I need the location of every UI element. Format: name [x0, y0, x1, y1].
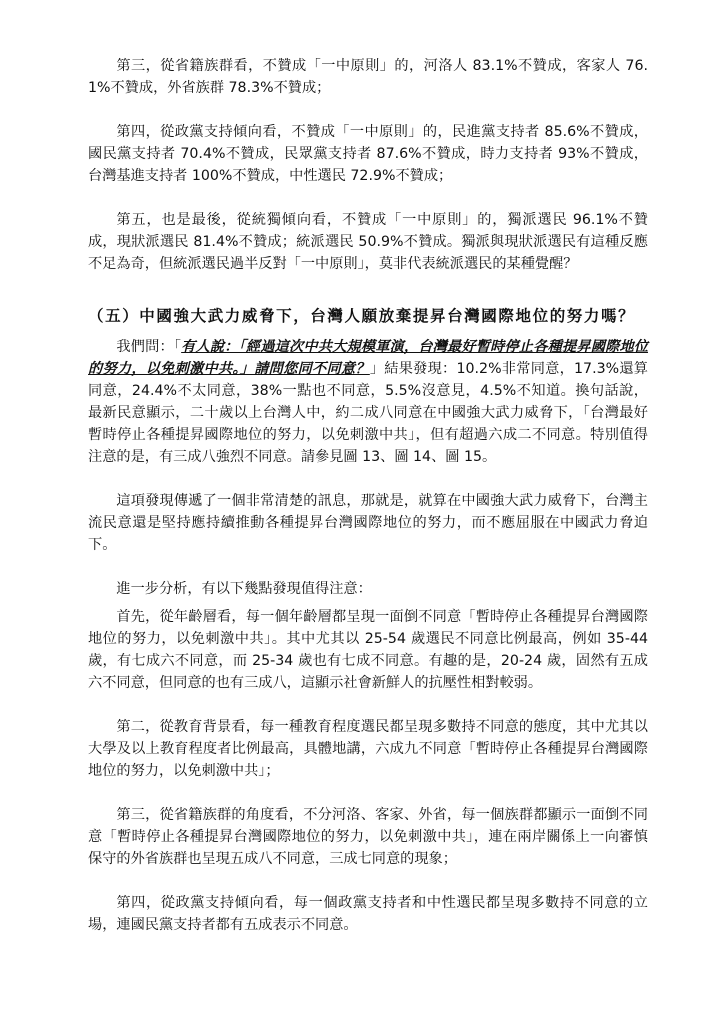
paragraph-party-support: 第四，從政黨支持傾向看，不贊成「一中原則」的，民進黨支持者 85.6%不贊成，國民黨支持者 70.4%不贊成，民眾黨支持者 87.6%不贊成，時力支持者 93%不贊成，台灣基進支持者 100%不贊成，中性選民 72.9%不贊成； [88, 124, 648, 184]
question-text: 有人說：「經過這次中共大規模軍演，台灣最好暫時停止各種提昇國際地位的努力，以免刺激中共。」請問您同不同意？ [88, 339, 649, 377]
section-heading: （五）中國強大武力威脅下，台灣人願放棄提昇台灣國際地位的努力嗎？ [88, 307, 636, 325]
paragraph-ethnic-groups: 第三，從省籍族群看，不贊成「一中原則」的，河洛人 83.1%不贊成，客家人 76.1%不贊成，外省族群 78.3%不贊成； [88, 58, 648, 96]
paragraph-survey-question [88, 336, 648, 468]
paragraph-ethnic-angle: 第三，從省籍族群的角度看，不分河洛、客家、外省，每一個族群都顯示一面倒不同意「暫時停止各種提昇台灣國際地位的努力，以免刺激中共」，連在兩岸關係上一向審慎保守的外省族群也呈現五成八不同意，三成七同意的現象； [88, 807, 648, 867]
paragraph-main-message: 這項發現傳遞了一個非常清楚的訊息，那就是，就算在中國強大武力威脅下，台灣主流民意還是堅持應持續推動各種提昇台灣國際地位的努力，而不應屈服在中國武力脅迫下。 [88, 493, 648, 553]
paragraph-age-groups: 首先，從年齡層看，每一個年齡層都呈現一面倒不同意「暫時停止各種提昇台灣國際地位的努力，以免刺激中共」。其中尤其以 25-54 歲選民不同意比例最高，例如 35-44歲，有七成六不同意，而 25-34 歲也有七成不同意。有趣的是，20-24 歲，固然有五成六不同意，但同意的也有三成八，這顯示社會新鮮人的抗壓性相對較弱。 [88, 609, 648, 691]
question-results: 」結果發現：10.2%非常同意，17.3%還算同意，24.4%不太同意，38%一點也不同意，5.5%沒意見，4.5%不知道。換句話說，最新民意顯示，二十歲以上台灣人中，約二成八同意在中國強大武力威脅下，「台灣最好暫時停止各種提昇國際地位的努力，以免刺激中共」，但有超過六成二不同意。特別值得注意的是，有三成八強烈不同意。請參見圖 13、圖 14、圖 15。 [88, 361, 648, 465]
question-lead: 我們問：「 [116, 339, 182, 355]
paragraph-party-stance: 第四，從政黨支持傾向看，每一個政黨支持者和中性選民都呈現多數持不同意的立場，連國民黨支持者都有五成表示不同意。 [88, 895, 648, 933]
document-page [88, 55, 648, 936]
paragraph-education: 第二，從教育背景看，每一種教育程度選民都呈現多數持不同意的態度，其中尤其以大學及以上教育程度者比例最高，具體地講，六成九不同意「暫時停止各種提昇台灣國際地位的努力，以免刺激中共」； [88, 719, 648, 779]
paragraph-unification-independence: 第五，也是最後，從統獨傾向看，不贊成「一中原則」的，獨派選民 96.1%不贊成，現狀派選民 81.4%不贊成；統派選民 50.9%不贊成。獨派與現狀派選民有這種反應不足為奇，但統派選民過半反對「一中原則」，莫非代表統派選民的某種覺醒？ [88, 212, 648, 272]
paragraph-further-analysis: 進一步分析，有以下幾點發現值得注意： [116, 581, 372, 597]
